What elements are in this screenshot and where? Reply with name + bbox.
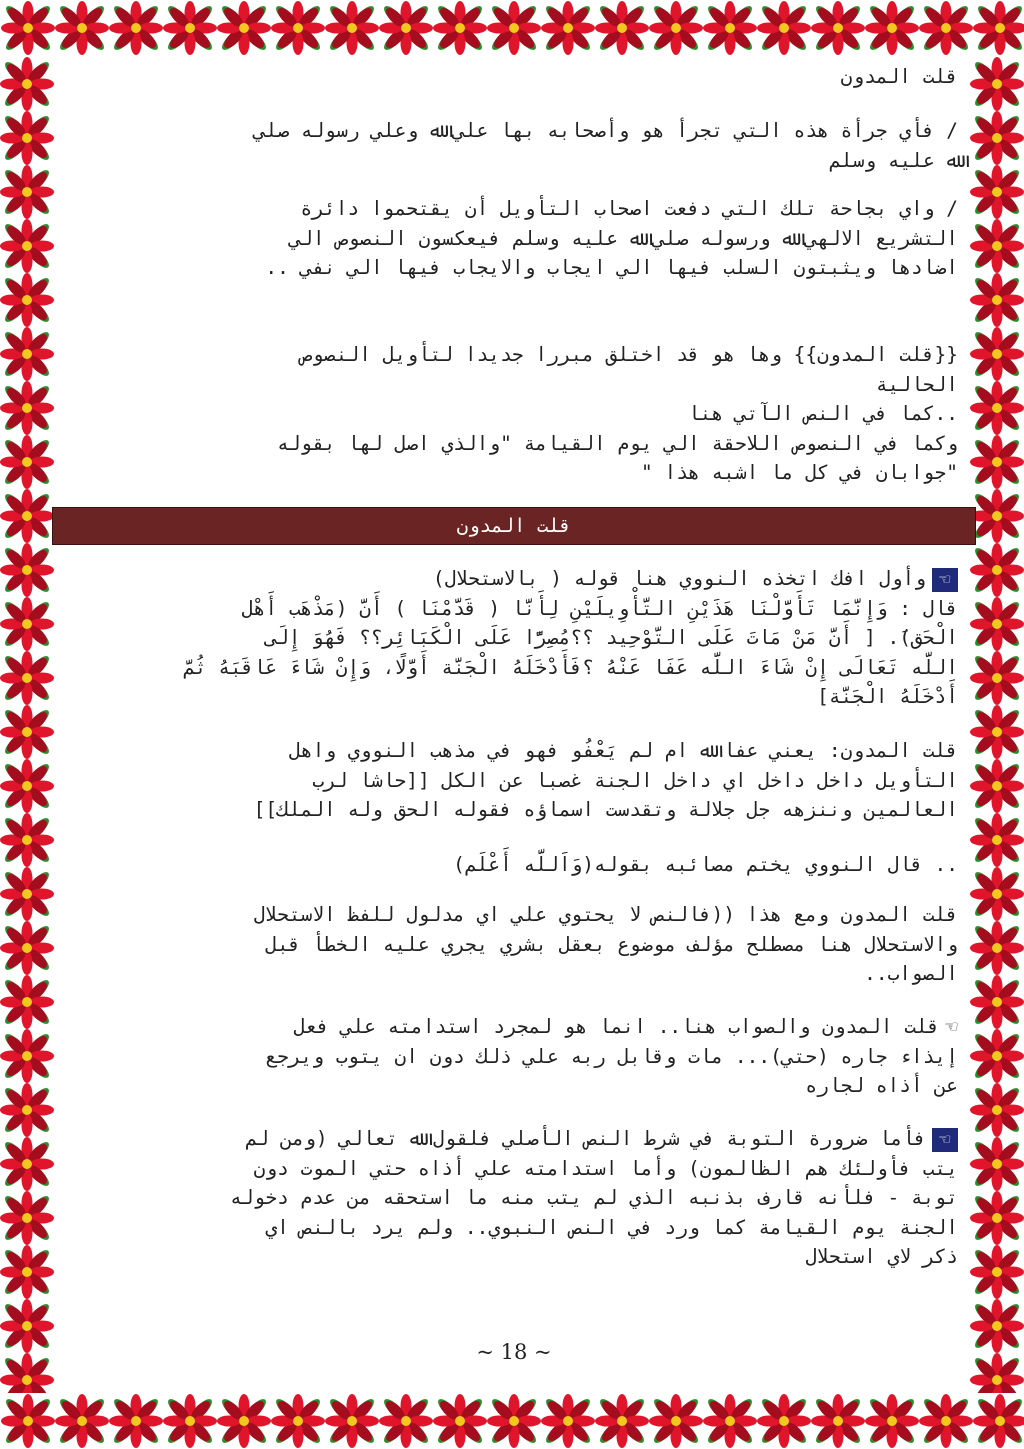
poinsettia-flower-icon [970,542,1024,598]
paragraph-5 [78,564,958,712]
poinsettia-flower-icon [432,0,488,56]
right-flower-border [970,56,1024,1393]
poinsettia-flower-icon [0,56,54,112]
poinsettia-flower-icon [864,1393,920,1449]
poinsettia-flower-icon [0,1244,54,1300]
bottom-flower-border [0,1393,1024,1449]
poinsettia-flower-icon [0,812,54,868]
text-line: عن أذاه لجاره [805,1074,958,1097]
poinsettia-flower-icon [970,326,1024,382]
poinsettia-flower-icon [0,488,54,544]
text-line: الْحَق)َ. [ أَنَّ مَنْ مَاتَ عَلَى التَّوْحِيد ؟؟مُصِرًّا عَلَى الْكَبَائِر؟؟ فَهُوَ إِلَى [265,626,958,649]
poinsettia-flower-icon [970,1352,1024,1393]
poinsettia-flower-icon [918,0,974,56]
poinsettia-flower-icon [432,1393,488,1449]
poinsettia-flower-icon [972,0,1024,56]
poinsettia-flower-icon [0,164,54,220]
poinsettia-flower-icon [54,1393,110,1449]
poinsettia-flower-icon [0,1393,56,1449]
text-line: .. قال النووي يختم مصائبه بقوله(وَاَللَّه أَعْلَم) [453,853,958,876]
text-line: توبة - فلأنه قارف بذنبه الذي لم يتب منه ما استحقه من عدم دخوله [230,1186,958,1209]
paragraph-4 [78,340,958,488]
poinsettia-flower-icon [54,0,110,56]
poinsettia-flower-icon [970,1082,1024,1138]
poinsettia-flower-icon [0,1352,54,1393]
paragraph-3 [78,194,958,283]
poinsettia-flower-icon [970,218,1024,274]
section-heading-bar [52,507,976,545]
poinsettia-flower-icon [0,110,54,166]
poinsettia-flower-icon [324,0,380,56]
poinsettia-flower-icon [0,1082,54,1138]
text-line: وكما في النصوص اللاحقة الي يوم القيامة "والذي اصل لها بقوله [277,431,958,455]
poinsettia-flower-icon [0,434,54,490]
poinsettia-flower-icon [970,380,1024,436]
poinsettia-flower-icon [970,1298,1024,1354]
poinsettia-flower-icon [594,1393,650,1449]
paragraph-7 [78,850,958,880]
poinsettia-flower-icon [378,0,434,56]
poinsettia-flower-icon [0,758,54,814]
text-line: ﷲ عليه وسلم [829,148,958,172]
left-flower-border [0,56,54,1393]
poinsettia-flower-icon [0,650,54,706]
poinsettia-flower-icon [216,0,272,56]
poinsettia-flower-icon [324,1393,380,1449]
poinsettia-flower-icon [970,56,1024,112]
pointing-hand-icon: ☜ [932,1128,958,1152]
poinsettia-flower-icon [216,1393,272,1449]
poinsettia-flower-icon [972,1393,1024,1449]
poinsettia-flower-icon [918,1393,974,1449]
poinsettia-flower-icon [970,272,1024,328]
poinsettia-flower-icon [970,650,1024,706]
poinsettia-flower-icon [0,596,54,652]
text-line: ..كما في النص الآتي هنا [687,402,958,425]
poinsettia-flower-icon [378,1393,434,1449]
poinsettia-flower-icon [108,0,164,56]
poinsettia-flower-icon [0,272,54,328]
poinsettia-flower-icon [702,0,758,56]
poinsettia-flower-icon [810,1393,866,1449]
poinsettia-flower-icon [970,1190,1024,1246]
poinsettia-flower-icon [970,164,1024,220]
poinsettia-flower-icon [540,0,596,56]
text-line: الحالية [875,372,958,396]
poinsettia-flower-icon [756,0,812,56]
poinsettia-flower-icon [648,1393,704,1449]
poinsettia-flower-icon [0,1190,54,1246]
poinsettia-flower-icon [0,326,54,382]
text-line: أَدْخَلَهُ الْجَنَّة] [817,685,958,708]
poinsettia-flower-icon [864,0,920,56]
poinsettia-flower-icon [270,1393,326,1449]
poinsettia-flower-icon [486,1393,542,1449]
poinsettia-flower-icon [0,1298,54,1354]
poinsettia-flower-icon [0,542,54,598]
paragraph-9 [78,1012,958,1101]
poinsettia-flower-icon [970,1136,1024,1192]
text-line: قلت المدون [840,65,958,88]
poinsettia-flower-icon [0,0,56,56]
poinsettia-flower-icon [970,974,1024,1030]
paragraph-10 [78,1124,958,1272]
text-line: التأويل داخل داخل اي داخل الجنة غصبا عن الكل [[حاشا لرب [312,768,958,792]
poinsettia-flower-icon [970,758,1024,814]
text-line: إيذاء جاره (حتي)... مات وقابل ربه علي ذلك دون ان يتوب ويرجع [265,1044,958,1068]
poinsettia-flower-icon [970,596,1024,652]
poinsettia-flower-icon [0,1028,54,1084]
pointing-hand-icon: ☜ [932,568,958,592]
poinsettia-flower-icon [162,1393,218,1449]
document-page [64,58,964,1388]
poinsettia-flower-icon [810,0,866,56]
poinsettia-flower-icon [970,488,1024,544]
poinsettia-flower-icon [970,1244,1024,1300]
top-flower-border [0,0,1024,56]
paragraph-6 [78,736,958,825]
poinsettia-flower-icon [756,1393,812,1449]
paragraph-2 [78,116,958,175]
poinsettia-flower-icon [0,380,54,436]
poinsettia-flower-icon [970,704,1024,760]
poinsettia-flower-icon [702,1393,758,1449]
text-line: {{قلت المدون}} وها هو قد اختلق مبررا جديدا لتأويل النصوص [300,343,958,366]
poinsettia-flower-icon [970,110,1024,166]
text-line: يتب فأولئك هم الظالمون) وأما استدامته علي أذاه حتي الموت دون [253,1156,958,1180]
text-line: "جوابان في كل ما اشبه هذا " [641,461,958,484]
text-line: ☜قلت المدون والصواب هنا.. انما هو لمجرد استدامته علي فعل [78,1012,958,1042]
section-heading-title: قلت المدون [456,515,572,537]
text-line: / فأي جرأة هذه التي تجرأ هو وأصحابه بها علي ﷲ وعلي رسوله صلي [253,119,958,142]
text-line: التشريع الالهي ﷲ ورسوله صلي ﷲ عليه وسلم فيعكسون النصوص الي [289,226,958,250]
text-line: العالمين وننزهه جل جلالة وتقدست اسماؤه فقوله الحق وله الملك]] [253,798,958,821]
poinsettia-flower-icon [0,866,54,922]
poinsettia-flower-icon [108,1393,164,1449]
text-line: ☜وأول افك اتخذه النووي هنا قوله ( بالاستحلال) [78,564,958,594]
poinsettia-flower-icon [970,920,1024,976]
text-line: الجنة يوم القيامة كما ورد في النص النبوي.. ولم يرد بالنص اي [265,1215,958,1239]
poinsettia-flower-icon [0,974,54,1030]
poinsettia-flower-icon [970,434,1024,490]
poinsettia-flower-icon [0,218,54,274]
text-line: قلت المدون ومع هذا ((فالنص لا يحتوي علي اي مدلول للفظ الاستحلال [253,903,958,926]
poinsettia-flower-icon [970,1028,1024,1084]
text-line: اللَّه تَعَالَى إِنْ شَاءَ اللَّه عَفَا عَنْهُ ؟فَأَدْخَلَهُ الْجَنَّة أَوَّلًا، وَإِنْ شَاءَ عَاقَبَهُ ثُمَّ [183,655,958,679]
text-line: ذكر لاي استحلال [805,1245,958,1268]
poinsettia-flower-icon [0,920,54,976]
text-line: اضادها ويثبتون السلب فيها الي ايجاب والايجاب فيها الي نفي .. [265,256,958,279]
poinsettia-flower-icon [540,1393,596,1449]
text-line: الصواب.. [864,962,958,985]
text-line: ☜فأما ضرورة التوبة في شرط النص الأصلي فلقول ﷲ تعالي (ومن لم [78,1124,958,1154]
paragraph-1 [78,62,958,92]
poinsettia-flower-icon [0,704,54,760]
poinsettia-flower-icon [594,0,650,56]
text-line: / واي بجاحة تلك التي دفعت اصحاب التأويل أن يقتحموا دائرة [300,197,958,220]
text-line: قلت المدون: يعني عفا ﷲ ام لم يَعْفُو فهو في مذهب النووي واهل [289,739,958,762]
poinsettia-flower-icon [270,0,326,56]
poinsettia-flower-icon [970,812,1024,868]
text-line: قال : وَإِنَّمَا تَأَوَّلْنَا هَذَيْنِ التَّأْوِيلَيْنِ لِأَنَّا ( قَدَّمْنَا ) أَنَّ (مَذْهَب أَهْل [241,596,958,620]
text-line: والاستحلال هنا مصطلح مؤلف موضوع بعقل بشري يجري عليه الخطأ قبل [265,932,958,956]
poinsettia-flower-icon [162,0,218,56]
poinsettia-flower-icon [970,866,1024,922]
paragraph-8 [78,900,958,989]
poinsettia-flower-icon [0,1136,54,1192]
poinsettia-flower-icon [648,0,704,56]
poinsettia-flower-icon [486,0,542,56]
pointing-hand-icon: ☜ [945,1014,958,1038]
page-number: ~ 18 ~ [476,1340,552,1364]
